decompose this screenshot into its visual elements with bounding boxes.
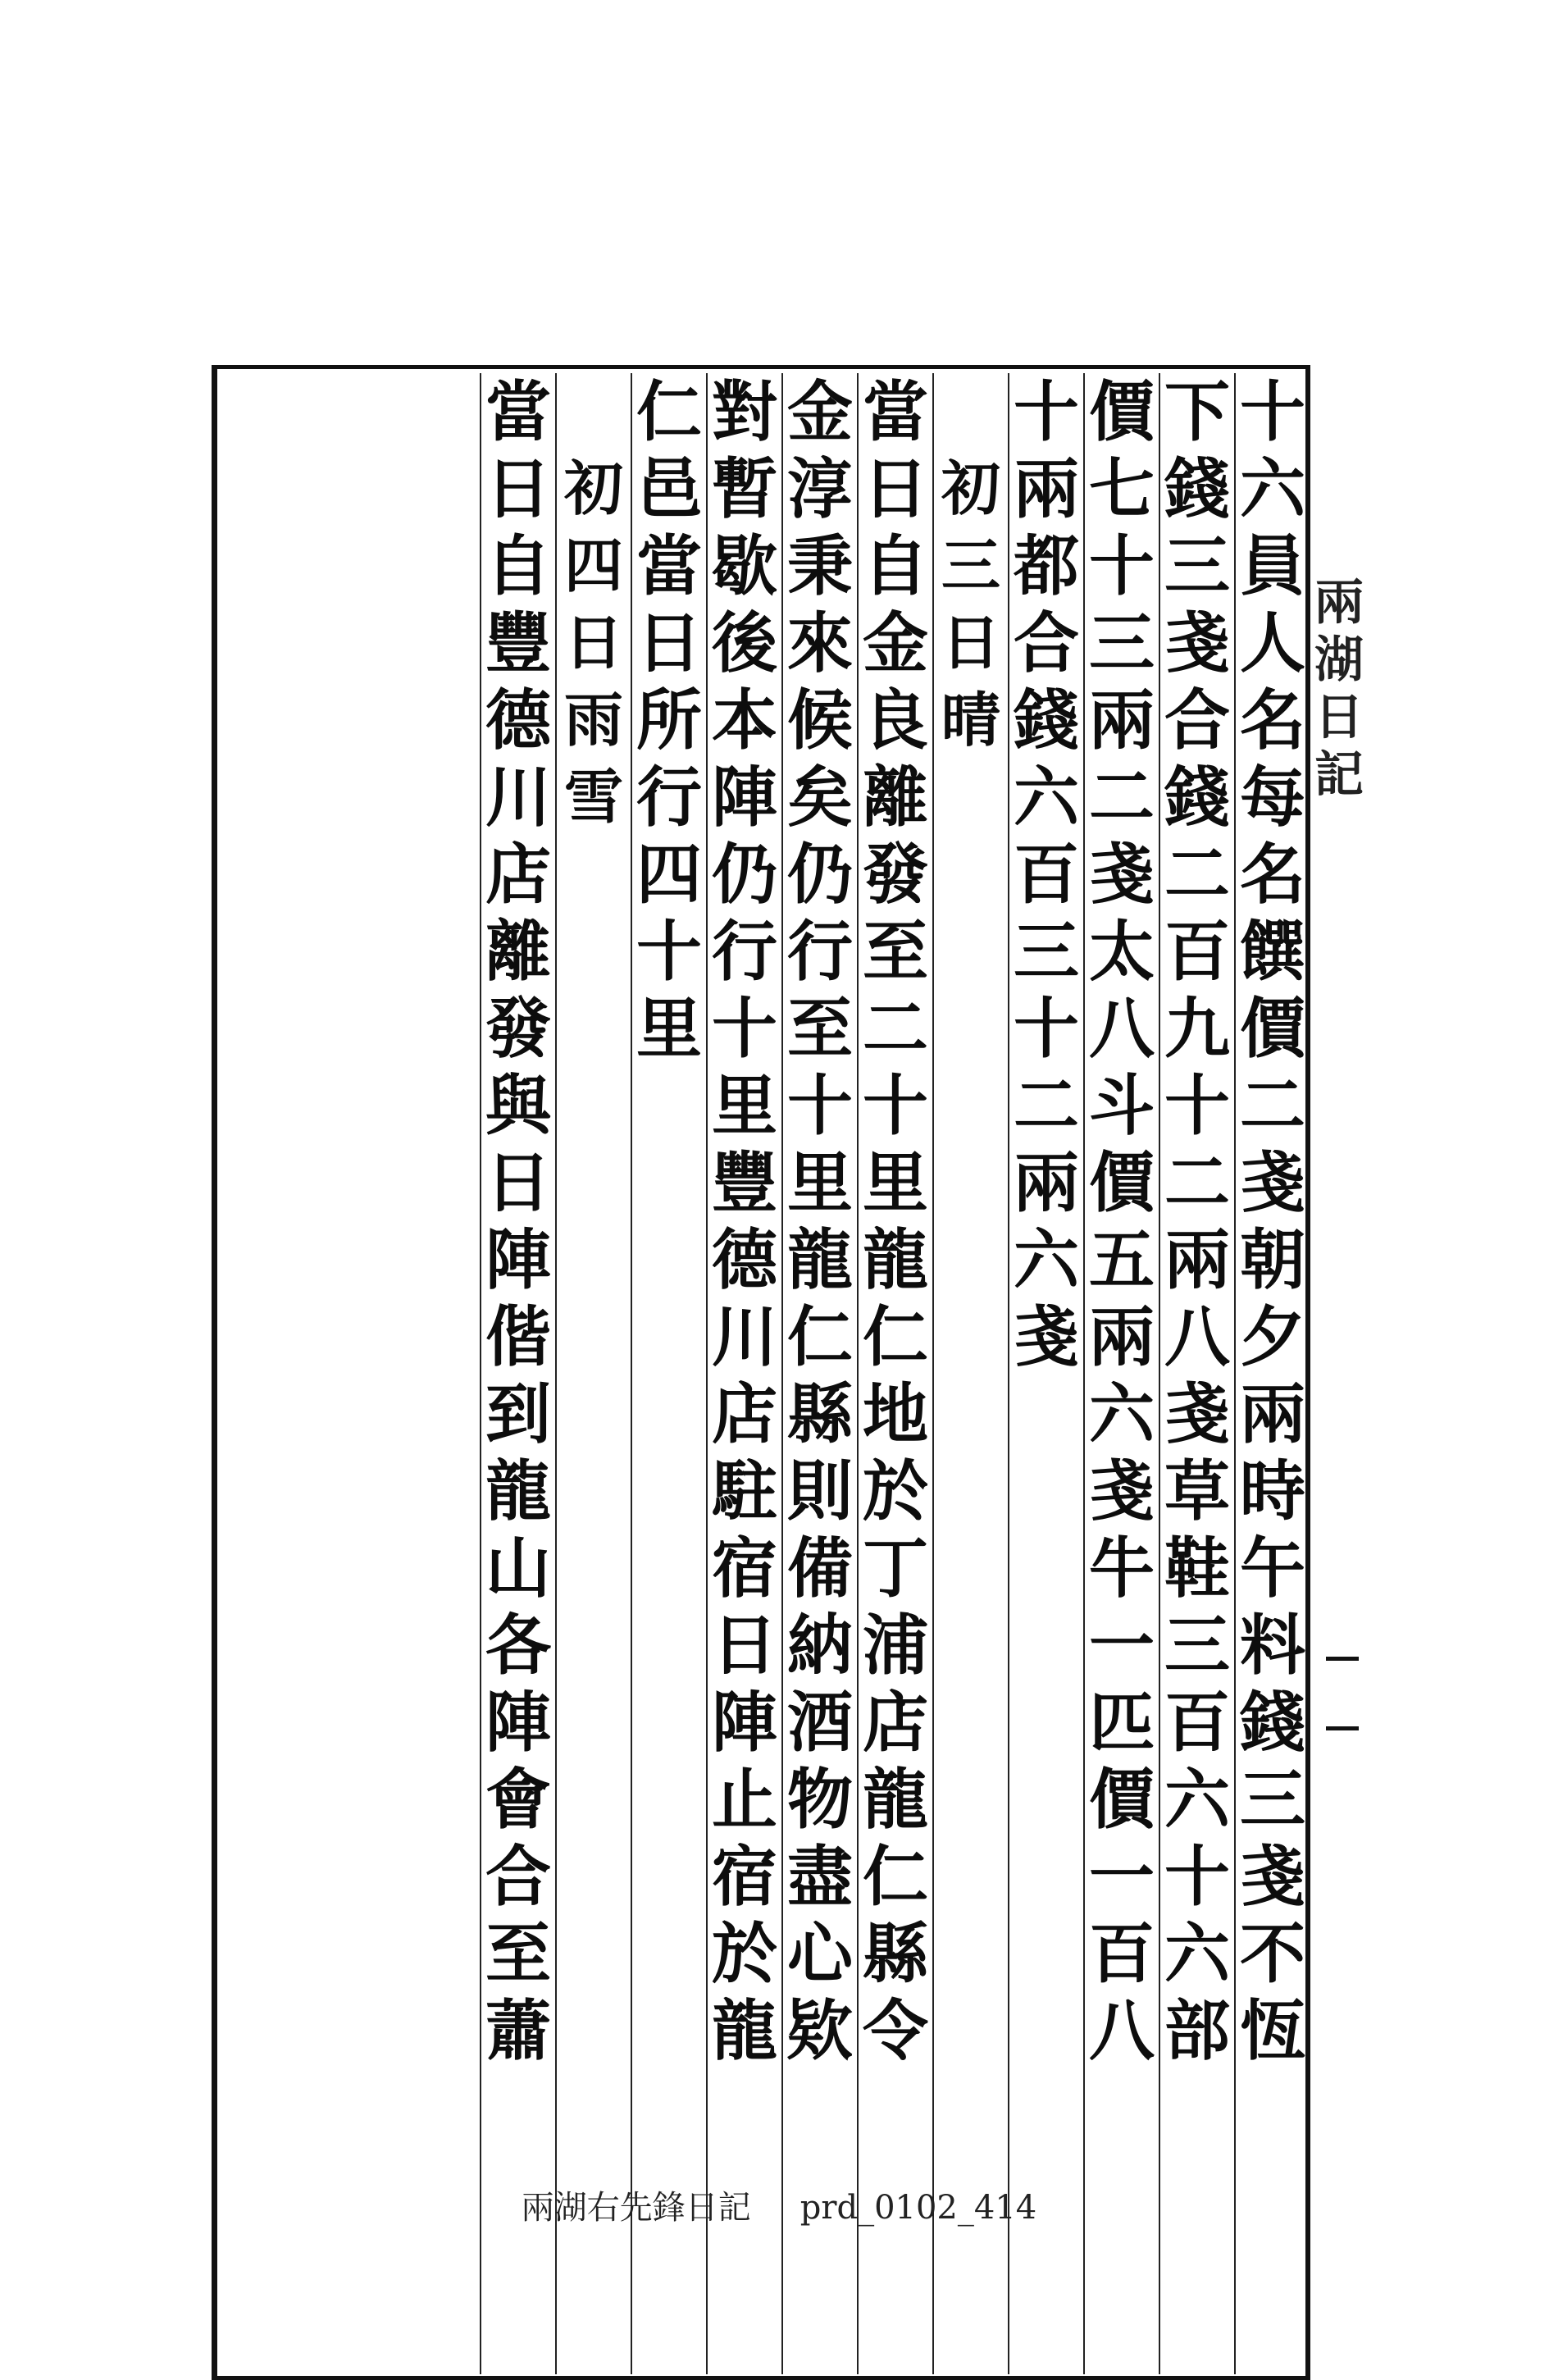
text-column: 對 暫 歇 後 本 陣 仍 行 十 里 豐 德 川 店 駐 宿 日 陣 止 宿 於 龍 — [706, 373, 781, 2374]
footer — [0, 2182, 1558, 2228]
text-column: 十 六 員 人 名 每 名 饌 價 二 戔 朝 夕 兩 時 午 料 錢 三 戔 不 恆 — [1234, 373, 1310, 2374]
footer-code: prd_0102_414 — [800, 2189, 1037, 2227]
page-mark-bar — [1326, 1657, 1359, 1661]
date-heading-column: 初 四 日 雨 雪 — [555, 373, 631, 2374]
text-column: 下 錢 三 戔 合 錢 二 百 九 十 二 兩 八 戔 草 鞋 三 百 六 十 六 部 — [1159, 373, 1234, 2374]
text-column: 價 七 十 三 兩 二 戔 太 八 斗 價 五 兩 六 戔 牛 一 匹 價 一 百 八 — [1083, 373, 1159, 2374]
text-column: 金 淳 秉 來 候 矣 仍 行 至 十 里 龍 仁 縣 則 備 納 酒 物 盡 心 欵 — [781, 373, 857, 2374]
text-column: 十 兩 都 合 錢 六 百 三 十 二 兩 六 戔 — [1008, 373, 1083, 2374]
margin-title: 兩 湖 日 記 — [1314, 574, 1364, 804]
text-column: 當 日 自 金 良 離 發 至 二 十 里 龍 仁 地 於 丁 浦 店 龍 仁 縣 令 — [857, 373, 932, 2374]
text-column: 當 日 自 豐 德 川 店 離 發 與 日 陣 偕 到 龍 山 各 陣 會 合 至 蕭 — [480, 373, 555, 2374]
date-heading-column: 初 三 日 晴 — [932, 373, 1008, 2374]
page-mark-bar — [1326, 1726, 1359, 1730]
text-column: 仁 邑 當 日 所 行 四 十 里 — [631, 373, 706, 2374]
footer-title: 兩湖右先鋒日記 — [521, 2189, 751, 2227]
margin-page-number — [1322, 1624, 1363, 1763]
